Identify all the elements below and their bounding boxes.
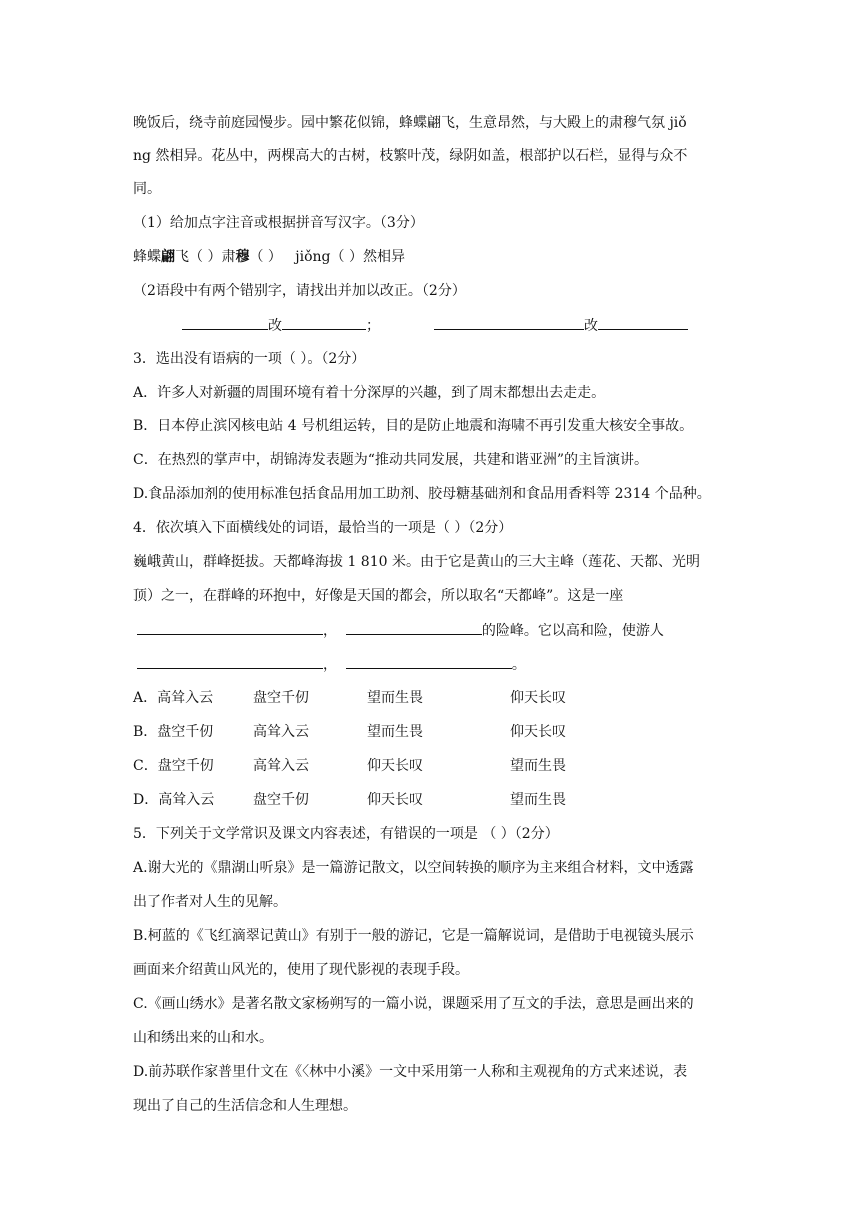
q1-item3: jiǒng（ ）然相异 [295, 249, 405, 265]
q5-option-b-line-2: 画面来介绍黄山风光的，使用了现代影视的表现手段。 [133, 962, 469, 978]
q3-option-a: A．许多人对新疆的周围环境有着十分深厚的兴趣，到了周末都想出去走走。 [133, 385, 606, 401]
q2-blank-1[interactable] [182, 315, 268, 330]
q2-gai-1: 改 [268, 318, 282, 334]
q2-separator: ； [366, 318, 380, 334]
passage-line-1: 晚饭后，绕寺前庭园慢步。园中繁花似锦，蜂蝶翩飞，生意昂然，与大殿上的肃穆气氛 jiǒ [133, 115, 687, 131]
q5-option-c-line-1: C.《画山绣水》是著名散文家杨朔写的一篇小说，课题采用了互文的手法，意思是画出来的 [133, 996, 694, 1012]
q4-d-word-4: 望而生畏 [510, 792, 566, 808]
q4-a-label: A．高耸入云 [133, 690, 214, 706]
q4-comma-1: ， [323, 623, 337, 639]
q4-text-3-tail: 的险峰。它以高和险，使游人 [481, 623, 664, 639]
q1-item1-pre: 蜂蝶 [133, 249, 161, 265]
q2-answer-line [182, 315, 380, 336]
q4-blank-2[interactable] [346, 620, 482, 635]
q4-a-word-2: 盘空千仞 [253, 690, 309, 706]
q3-option-b: B．日本停止滨冈核电站 4 号机组运转，目的是防止地震和海啸不再引发重大核安全事故。 [133, 418, 694, 434]
q1-items [133, 247, 405, 267]
q4-blank-3[interactable] [137, 654, 323, 669]
q4-text-2: 顶）之一，在群峰的环抱中，好像是天国的都会，所以取名“天都峰”。这是一座 [133, 588, 624, 604]
q2-blank-4[interactable] [598, 315, 688, 330]
q5-option-c-line-2: 山和绣出来的山和水。 [133, 1030, 273, 1046]
q4-b-word-4: 仰天长叹 [510, 724, 566, 740]
q1-prompt: （1）给加点字注音或根据拼音写汉字。（3分） [133, 215, 424, 231]
q4-c-word-3: 仰天长叹 [367, 758, 423, 774]
q4-prompt: 4．依次填入下面横线处的词语，最恰当的一项是（ ）（2分） [133, 520, 513, 536]
q5-option-a-line-2: 出了作者对人生的见解。 [133, 894, 287, 910]
q4-text-1: 巍峨黄山，群峰挺拔。天都峰海拔 1 810 米。由于它是黄山的三大主峰（莲花、天都、光明 [133, 554, 700, 570]
q4-blank-4[interactable] [346, 654, 512, 669]
q2-blank-2[interactable] [282, 315, 366, 330]
q2-answer-line-2 [434, 315, 688, 336]
q5-prompt: 5．下列关于文学常识及课文内容表述，有错误的一项是 （ ）（2分） [133, 826, 559, 842]
q1-item1-post: 飞（ ）肃 [175, 249, 236, 265]
q4-comma-2: ， [323, 657, 337, 673]
q1-item1-dotted-char: 翩 [161, 249, 175, 265]
q4-a-word-4: 仰天长叹 [510, 690, 566, 706]
q4-b-word-2: 高耸入云 [253, 724, 309, 740]
q5-option-d-line-1: D.前苏联作家普里什文在《〈林中小溪》一文中采用第一人称和主观视角的方式来述说，表 [133, 1064, 688, 1080]
q4-text-3 [137, 620, 664, 641]
q4-blank-1[interactable] [137, 620, 323, 635]
q2-blank-3[interactable] [434, 315, 584, 330]
q5-option-a-line-1: A.谢大光的《鼎湖山听泉》是一篇游记散文，以空间转换的顺序为主来组合材料，文中透露 [133, 860, 694, 876]
q2-gai-2: 改 [584, 318, 598, 334]
q4-d-word-3: 仰天长叹 [367, 792, 423, 808]
passage-line-2: ng 然相异。花丛中，两棵高大的古树，枝繁叶茂，绿阴如盖，根部护以石栏，显得与众不 [133, 148, 688, 164]
q4-a-word-3: 望而生畏 [367, 690, 423, 706]
q4-b-label: B．盘空千仞 [133, 724, 214, 740]
q5-option-d-line-2: 现出了自己的生活信念和人生理想。 [133, 1098, 357, 1114]
passage-line-3: 同。 [133, 181, 161, 197]
q4-c-label: C．盘空千仞 [133, 758, 214, 774]
q3-prompt: 3．选出没有语病的一项（ ）。（2分） [133, 351, 366, 367]
q3-option-c: C．在热烈的掌声中，胡锦涛发表题为“推动共同发展，共建和谐亚洲”的主旨演讲。 [133, 452, 649, 468]
q2-prompt: （2语段中有两个错别字，请找出并加以改正。（2分） [133, 283, 466, 299]
q4-b-word-3: 望而生畏 [367, 724, 423, 740]
q4-d-label: D．高耸入云 [133, 792, 215, 808]
q4-period: 。 [511, 657, 526, 673]
q5-option-b-line-1: B.柯蓝的《飞红滴翠记黄山》有别于一般的游记，它是一篇解说词，是借助于电视镜头展示 [133, 928, 694, 944]
q1-item2-dotted-char: 穆 [235, 249, 250, 265]
q4-text-4 [137, 654, 526, 675]
q3-option-d: D.食品添加剂的使用标准包括食品用加工助剂、胶母糖基础剂和食品用香料等 2314 个品种。 [133, 486, 711, 502]
q4-c-word-2: 高耸入云 [253, 758, 309, 774]
q4-c-word-4: 望而生畏 [510, 758, 566, 774]
q4-d-word-2: 盘空千仞 [253, 792, 309, 808]
q1-item2-post: （ ） [249, 249, 282, 265]
